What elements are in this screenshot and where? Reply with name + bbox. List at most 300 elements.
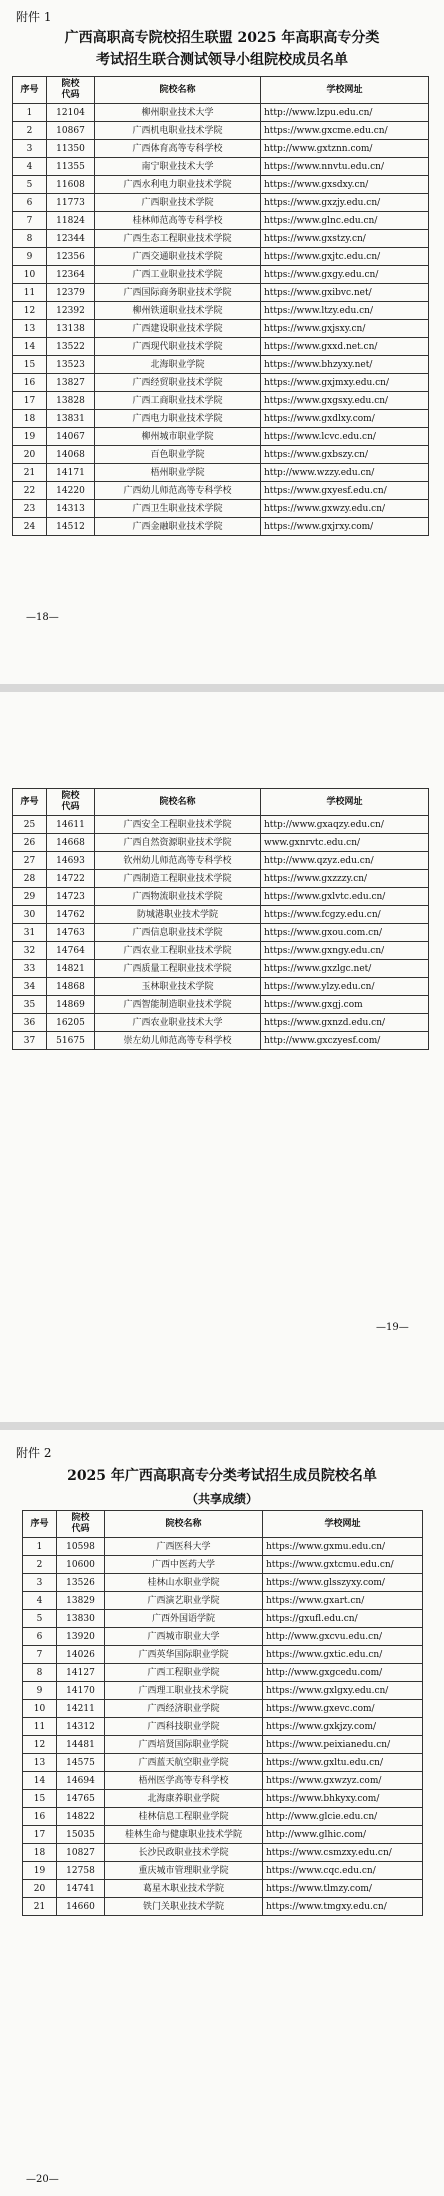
- cell-number: 21: [13, 464, 47, 482]
- cell-school-name: 广西科技职业学院: [105, 1718, 263, 1736]
- cell-number: 4: [23, 1592, 57, 1610]
- table-row: [13, 230, 429, 248]
- cell-school-code: 12758: [57, 1862, 105, 1880]
- cell-number: 27: [13, 852, 47, 870]
- cell-school-name: 广西制造工程职业技术学院: [95, 870, 261, 888]
- cell-number: 33: [13, 960, 47, 978]
- cell-school-name: 广西智能制造职业技术学院: [95, 996, 261, 1014]
- cell-school-code: 14575: [57, 1754, 105, 1772]
- cell-school-url: https://www.gxdlxy.com/: [261, 410, 429, 428]
- cell-school-code: 14821: [47, 960, 95, 978]
- cell-school-code: 13830: [57, 1610, 105, 1628]
- cell-school-url: https://gxufl.edu.cn/: [263, 1610, 423, 1628]
- cell-number: 9: [23, 1682, 57, 1700]
- cell-school-code: 13831: [47, 410, 95, 428]
- header-code: 院校 代码: [57, 1511, 105, 1538]
- cell-school-name: 广西工业职业技术学院: [95, 266, 261, 284]
- cell-school-code: 14026: [57, 1646, 105, 1664]
- cell-school-url: https://www.gxtcmu.edu.cn/: [263, 1556, 423, 1574]
- cell-school-code: 14722: [47, 870, 95, 888]
- cell-school-url: https://www.gxibvc.net/: [261, 284, 429, 302]
- cell-number: 36: [13, 1014, 47, 1032]
- header-code: 院校 代码: [47, 789, 95, 816]
- cell-number: 1: [13, 104, 47, 122]
- cell-school-url: http://www.lzpu.edu.cn/: [261, 104, 429, 122]
- table-row: [13, 1014, 429, 1032]
- cell-school-name: 葛星木职业技术学院: [105, 1880, 263, 1898]
- cell-school-code: 51675: [47, 1032, 95, 1050]
- table-row: [13, 996, 429, 1014]
- cell-school-name: 梧州职业学院: [95, 464, 261, 482]
- cell-school-code: 13522: [47, 338, 95, 356]
- members-table-2: [12, 788, 429, 1050]
- cell-number: 10: [13, 266, 47, 284]
- cell-school-url: https://www.gxevc.com/: [263, 1700, 423, 1718]
- page-title: 2025 年广西高职高专分类考试招生成员院校名单: [67, 1468, 377, 1484]
- cell-school-url: https://www.ylzy.edu.cn/: [261, 978, 429, 996]
- cell-school-name: 广西自然资源职业技术学院: [95, 834, 261, 852]
- cell-school-name: 桂林师范高等专科学校: [95, 212, 261, 230]
- table-row: [23, 1574, 423, 1592]
- page-number: —19—: [376, 1322, 409, 1333]
- cell-school-code: 14694: [57, 1772, 105, 1790]
- table-row: [23, 1538, 423, 1556]
- cell-number: 19: [13, 428, 47, 446]
- cell-number: 17: [23, 1826, 57, 1844]
- cell-number: 21: [23, 1898, 57, 1916]
- cell-number: 20: [13, 446, 47, 464]
- table-row: [23, 1628, 423, 1646]
- cell-school-name: 柳州职业技术大学: [95, 104, 261, 122]
- cell-school-name: 广西经济职业学院: [105, 1700, 263, 1718]
- cell-school-name: 广西安全工程职业技术学院: [95, 816, 261, 834]
- cell-school-url: https://www.tmgxy.edu.cn/: [263, 1898, 423, 1916]
- document-page-3: [0, 1430, 444, 2196]
- table-row: [13, 1032, 429, 1050]
- table-row: [13, 446, 429, 464]
- table-row: [23, 1862, 423, 1880]
- table-row: [13, 464, 429, 482]
- cell-number: 25: [13, 816, 47, 834]
- cell-school-name: 重庆城市管理职业学院: [105, 1862, 263, 1880]
- cell-school-name: 柳州城市职业学院: [95, 428, 261, 446]
- table-row: [13, 834, 429, 852]
- cell-school-code: 13828: [47, 392, 95, 410]
- cell-school-url: https://www.gxgsxy.edu.cn/: [261, 392, 429, 410]
- cell-school-url: https://www.gxzlgc.net/: [261, 960, 429, 978]
- cell-school-name: 梧州医学高等专科学校: [105, 1772, 263, 1790]
- table-row: [23, 1808, 423, 1826]
- cell-school-code: 13829: [57, 1592, 105, 1610]
- cell-school-name: 广西现代职业技术学院: [95, 338, 261, 356]
- cell-school-name: 广西中医药大学: [105, 1556, 263, 1574]
- cell-number: 30: [13, 906, 47, 924]
- cell-school-code: 14868: [47, 978, 95, 996]
- cell-school-url: https://www.gxjrxy.com/: [261, 518, 429, 536]
- cell-number: 9: [13, 248, 47, 266]
- cell-school-code: 14170: [57, 1682, 105, 1700]
- cell-school-name: 长沙民政职业技术学院: [105, 1844, 263, 1862]
- cell-number: 22: [13, 482, 47, 500]
- cell-number: 28: [13, 870, 47, 888]
- cell-number: 12: [23, 1736, 57, 1754]
- cell-school-url: https://www.gxltu.edu.cn/: [263, 1754, 423, 1772]
- table-row: [23, 1772, 423, 1790]
- cell-school-url: https://www.gxjtc.edu.cn/: [261, 248, 429, 266]
- cell-school-name: 广西水利电力职业技术学院: [95, 176, 261, 194]
- cell-school-url: https://www.gxwzyz.com/: [263, 1772, 423, 1790]
- cell-school-code: 14312: [57, 1718, 105, 1736]
- cell-school-url: https://www.gxbszy.cn/: [261, 446, 429, 464]
- cell-school-code: 10600: [57, 1556, 105, 1574]
- cell-school-url: http://www.gxczyesf.com/: [261, 1032, 429, 1050]
- table-row: [13, 392, 429, 410]
- cell-school-name: 防城港职业技术学院: [95, 906, 261, 924]
- cell-school-code: 11608: [47, 176, 95, 194]
- cell-school-code: 12104: [47, 104, 95, 122]
- cell-school-url: https://www.gxcme.edu.cn/: [261, 122, 429, 140]
- header-no: 序号: [13, 77, 47, 104]
- cell-school-name: 广西工商职业技术学院: [95, 392, 261, 410]
- cell-school-name: 崇左幼儿师范高等专科学校: [95, 1032, 261, 1050]
- cell-number: 13: [23, 1754, 57, 1772]
- cell-school-code: 14313: [47, 500, 95, 518]
- cell-number: 6: [23, 1628, 57, 1646]
- document-page-2: [0, 692, 444, 1422]
- cell-school-code: 14723: [47, 888, 95, 906]
- cell-school-url: http://www.gxcvu.edu.cn/: [263, 1628, 423, 1646]
- table-row: [13, 888, 429, 906]
- document-page-1: [0, 0, 444, 684]
- cell-school-name: 广西工程职业学院: [105, 1664, 263, 1682]
- cell-number: 4: [13, 158, 47, 176]
- cell-school-code: 13138: [47, 320, 95, 338]
- cell-number: 13: [13, 320, 47, 338]
- cell-number: 34: [13, 978, 47, 996]
- cell-school-name: 桂林生命与健康职业技术学院: [105, 1826, 263, 1844]
- cell-school-code: 14127: [57, 1664, 105, 1682]
- cell-school-url: https://www.lcvc.edu.cn/: [261, 428, 429, 446]
- header-url: 学校网址: [263, 1511, 423, 1538]
- table-row: [13, 104, 429, 122]
- cell-school-url: https://www.nnvtu.edu.cn/: [261, 158, 429, 176]
- cell-school-name: 广西职业技术学院: [95, 194, 261, 212]
- cell-school-code: 14763: [47, 924, 95, 942]
- cell-school-name: 广西城市职业大学: [105, 1628, 263, 1646]
- cell-school-url: http://www.glcie.edu.cn/: [263, 1808, 423, 1826]
- table-row: [13, 960, 429, 978]
- table-row: [13, 482, 429, 500]
- cell-school-code: 14512: [47, 518, 95, 536]
- cell-number: 20: [23, 1880, 57, 1898]
- cell-school-code: 14668: [47, 834, 95, 852]
- cell-school-url: http://www.gxgcedu.com/: [263, 1664, 423, 1682]
- cell-school-url: https://www.gxxd.net.cn/: [261, 338, 429, 356]
- cell-number: 8: [23, 1664, 57, 1682]
- cell-school-name: 广西机电职业技术学院: [95, 122, 261, 140]
- cell-school-url: https://www.gxou.com.cn/: [261, 924, 429, 942]
- cell-school-name: 广西卫生职业技术学院: [95, 500, 261, 518]
- header-url: 学校网址: [261, 77, 429, 104]
- cell-number: 16: [13, 374, 47, 392]
- cell-school-name: 柳州铁道职业技术学院: [95, 302, 261, 320]
- cell-number: 7: [13, 212, 47, 230]
- cell-school-code: 11824: [47, 212, 95, 230]
- page-subtitle: （共享成绩）: [185, 1492, 258, 1506]
- cell-school-name: 广西英华国际职业学院: [105, 1646, 263, 1664]
- cell-school-url: https://www.gxnzd.edu.cn/: [261, 1014, 429, 1032]
- cell-school-code: 14660: [57, 1898, 105, 1916]
- table-row: [23, 1718, 423, 1736]
- cell-school-url: https://www.fcgzy.edu.cn/: [261, 906, 429, 924]
- header-no: 序号: [23, 1511, 57, 1538]
- cell-school-url: http://www.gxaqzy.edu.cn/: [261, 816, 429, 834]
- table-row: [23, 1790, 423, 1808]
- cell-school-code: 10827: [57, 1844, 105, 1862]
- cell-school-name: 百色职业学院: [95, 446, 261, 464]
- table-row: [23, 1664, 423, 1682]
- cell-school-url: www.gxnrvtc.edu.cn/: [261, 834, 429, 852]
- table-row: [23, 1754, 423, 1772]
- cell-school-url: https://www.gxzzzy.cn/: [261, 870, 429, 888]
- cell-school-url: https://www.bhkyxy.com/: [263, 1790, 423, 1808]
- cell-school-name: 广西生态工程职业技术学院: [95, 230, 261, 248]
- cell-school-url: https://www.tlmzy.com/: [263, 1880, 423, 1898]
- table-row: [13, 518, 429, 536]
- cell-school-name: 北海职业学院: [95, 356, 261, 374]
- table-body: [13, 104, 429, 536]
- cell-school-url: https://www.glsszyxy.com/: [263, 1574, 423, 1592]
- cell-school-code: 14068: [47, 446, 95, 464]
- cell-number: 24: [13, 518, 47, 536]
- table-row: [13, 338, 429, 356]
- cell-school-name: 广西经贸职业技术学院: [95, 374, 261, 392]
- cell-school-code: 13526: [57, 1574, 105, 1592]
- cell-number: 19: [23, 1862, 57, 1880]
- cell-school-url: https://www.gxlgxy.edu.cn/: [263, 1682, 423, 1700]
- cell-number: 18: [13, 410, 47, 428]
- cell-number: 8: [13, 230, 47, 248]
- cell-number: 2: [13, 122, 47, 140]
- cell-school-name: 桂林信息工程职业学院: [105, 1808, 263, 1826]
- cell-school-code: 12379: [47, 284, 95, 302]
- cell-school-code: 12356: [47, 248, 95, 266]
- cell-number: 6: [13, 194, 47, 212]
- cell-school-url: https://www.gxzjy.edu.cn/: [261, 194, 429, 212]
- table-row: [13, 122, 429, 140]
- cell-school-url: https://www.gxgy.edu.cn/: [261, 266, 429, 284]
- cell-school-url: http://www.gxtznn.com/: [261, 140, 429, 158]
- cell-school-url: https://www.gxkjzy.com/: [263, 1718, 423, 1736]
- header-url: 学校网址: [261, 789, 429, 816]
- cell-number: 15: [13, 356, 47, 374]
- table-header: [13, 77, 429, 104]
- cell-school-code: 14822: [57, 1808, 105, 1826]
- table-row: [13, 266, 429, 284]
- cell-school-code: 10598: [57, 1538, 105, 1556]
- table-header: [13, 789, 429, 816]
- cell-number: 3: [13, 140, 47, 158]
- cell-number: 35: [13, 996, 47, 1014]
- cell-school-code: 12364: [47, 266, 95, 284]
- table-row: [13, 816, 429, 834]
- cell-number: 11: [13, 284, 47, 302]
- cell-number: 10: [23, 1700, 57, 1718]
- cell-school-code: 13523: [47, 356, 95, 374]
- cell-school-url: http://www.glhic.com/: [263, 1826, 423, 1844]
- cell-school-code: 14481: [57, 1736, 105, 1754]
- cell-number: 31: [13, 924, 47, 942]
- annex-label: 附件 1: [16, 10, 52, 24]
- cell-school-url: https://www.bhzyxy.net/: [261, 356, 429, 374]
- table-row: [13, 248, 429, 266]
- cell-number: 7: [23, 1646, 57, 1664]
- header-code: 院校 代码: [47, 77, 95, 104]
- cell-school-name: 铁门关职业技术学院: [105, 1898, 263, 1916]
- cell-school-code: 14211: [57, 1700, 105, 1718]
- table-row: [13, 942, 429, 960]
- table-row: [13, 500, 429, 518]
- cell-school-code: 14693: [47, 852, 95, 870]
- table-row: [13, 302, 429, 320]
- table-body: [23, 1538, 423, 1916]
- table-row: [23, 1736, 423, 1754]
- cell-school-name: 钦州幼儿师范高等专科学校: [95, 852, 261, 870]
- header-name: 院校名称: [95, 77, 261, 104]
- cell-number: 1: [23, 1538, 57, 1556]
- cell-school-name: 广西幼儿师范高等专科学校: [95, 482, 261, 500]
- table-row: [23, 1592, 423, 1610]
- cell-school-code: 12344: [47, 230, 95, 248]
- cell-number: 29: [13, 888, 47, 906]
- page-number: —20—: [26, 2174, 59, 2185]
- cell-number: 18: [23, 1844, 57, 1862]
- cell-number: 12: [13, 302, 47, 320]
- table-row: [23, 1610, 423, 1628]
- cell-school-name: 南宁职业技术大学: [95, 158, 261, 176]
- cell-number: 5: [13, 176, 47, 194]
- table-row: [13, 212, 429, 230]
- cell-school-code: 14220: [47, 482, 95, 500]
- cell-school-name: 广西农业职业技术大学: [95, 1014, 261, 1032]
- cell-number: 5: [23, 1610, 57, 1628]
- table-row: [13, 176, 429, 194]
- cell-school-url: https://www.glnc.edu.cn/: [261, 212, 429, 230]
- cell-school-name: 广西蓝天航空职业学院: [105, 1754, 263, 1772]
- annex-label: 附件 2: [16, 1446, 52, 1460]
- cell-school-name: 广西演艺职业学院: [105, 1592, 263, 1610]
- cell-school-url: https://www.gxtic.edu.cn/: [263, 1646, 423, 1664]
- cell-school-code: 14741: [57, 1880, 105, 1898]
- cell-number: 17: [13, 392, 47, 410]
- table-row: [13, 978, 429, 996]
- table-row: [23, 1826, 423, 1844]
- table-header: [23, 1511, 423, 1538]
- cell-school-code: 14171: [47, 464, 95, 482]
- cell-school-url: https://www.cqc.edu.cn/: [263, 1862, 423, 1880]
- cell-number: 32: [13, 942, 47, 960]
- cell-school-name: 广西体育高等专科学校: [95, 140, 261, 158]
- cell-school-name: 广西医科大学: [105, 1538, 263, 1556]
- table-row: [13, 284, 429, 302]
- page-title-line-1: 广西高职高专院校招生联盟 2025 年高职高专分类: [64, 30, 380, 46]
- cell-school-url: https://www.gxngy.edu.cn/: [261, 942, 429, 960]
- cell-school-code: 16205: [47, 1014, 95, 1032]
- table-row: [13, 140, 429, 158]
- cell-school-name: 广西建设职业技术学院: [95, 320, 261, 338]
- cell-school-code: 14067: [47, 428, 95, 446]
- cell-school-url: https://www.gxjmxy.edu.cn/: [261, 374, 429, 392]
- table-row: [13, 320, 429, 338]
- cell-school-code: 14869: [47, 996, 95, 1014]
- page-title-line-2: 考试招生联合测试领导小组院校成员名单: [96, 52, 348, 68]
- cell-school-url: https://www.peixianedu.cn/: [263, 1736, 423, 1754]
- table-row: [23, 1682, 423, 1700]
- cell-school-code: 15035: [57, 1826, 105, 1844]
- cell-school-name: 玉林职业技术学院: [95, 978, 261, 996]
- table-row: [13, 158, 429, 176]
- cell-school-url: http://www.qzyz.edu.cn/: [261, 852, 429, 870]
- header-no: 序号: [13, 789, 47, 816]
- cell-school-code: 14611: [47, 816, 95, 834]
- cell-school-code: 10867: [47, 122, 95, 140]
- cell-school-url: https://www.gxart.cn/: [263, 1592, 423, 1610]
- cell-school-name: 广西外国语学院: [105, 1610, 263, 1628]
- header-name: 院校名称: [95, 789, 261, 816]
- table-row: [13, 374, 429, 392]
- table-row: [13, 906, 429, 924]
- cell-school-code: 11350: [47, 140, 95, 158]
- cell-school-code: 11773: [47, 194, 95, 212]
- cell-number: 3: [23, 1574, 57, 1592]
- table-row: [23, 1844, 423, 1862]
- cell-school-name: 广西质量工程职业技术学院: [95, 960, 261, 978]
- cell-school-name: 广西国际商务职业技术学院: [95, 284, 261, 302]
- cell-school-name: 广西电力职业技术学院: [95, 410, 261, 428]
- cell-school-url: https://www.gxwzy.edu.cn/: [261, 500, 429, 518]
- table-row: [13, 356, 429, 374]
- cell-school-code: 11355: [47, 158, 95, 176]
- cell-number: 37: [13, 1032, 47, 1050]
- table-row: [23, 1556, 423, 1574]
- cell-number: 14: [23, 1772, 57, 1790]
- cell-school-name: 广西培贤国际职业学院: [105, 1736, 263, 1754]
- shared-scores-table: [22, 1510, 423, 1916]
- cell-school-name: 广西信息职业技术学院: [95, 924, 261, 942]
- cell-number: 2: [23, 1556, 57, 1574]
- cell-number: 15: [23, 1790, 57, 1808]
- table-row: [13, 194, 429, 212]
- cell-number: 14: [13, 338, 47, 356]
- cell-school-name: 广西交通职业技术学院: [95, 248, 261, 266]
- cell-school-code: 12392: [47, 302, 95, 320]
- cell-school-code: 13827: [47, 374, 95, 392]
- table-row: [23, 1646, 423, 1664]
- cell-school-code: 14764: [47, 942, 95, 960]
- cell-school-url: https://www.gxmu.edu.cn/: [263, 1538, 423, 1556]
- cell-school-name: 广西物流职业技术学院: [95, 888, 261, 906]
- header-name: 院校名称: [105, 1511, 263, 1538]
- table-row: [23, 1700, 423, 1718]
- table-row: [13, 870, 429, 888]
- cell-school-code: 13920: [57, 1628, 105, 1646]
- cell-number: 16: [23, 1808, 57, 1826]
- cell-school-code: 14762: [47, 906, 95, 924]
- table-row: [23, 1898, 423, 1916]
- cell-school-url: https://www.gxyesf.edu.cn/: [261, 482, 429, 500]
- cell-school-url: https://www.csmzxy.edu.cn/: [263, 1844, 423, 1862]
- table-row: [23, 1880, 423, 1898]
